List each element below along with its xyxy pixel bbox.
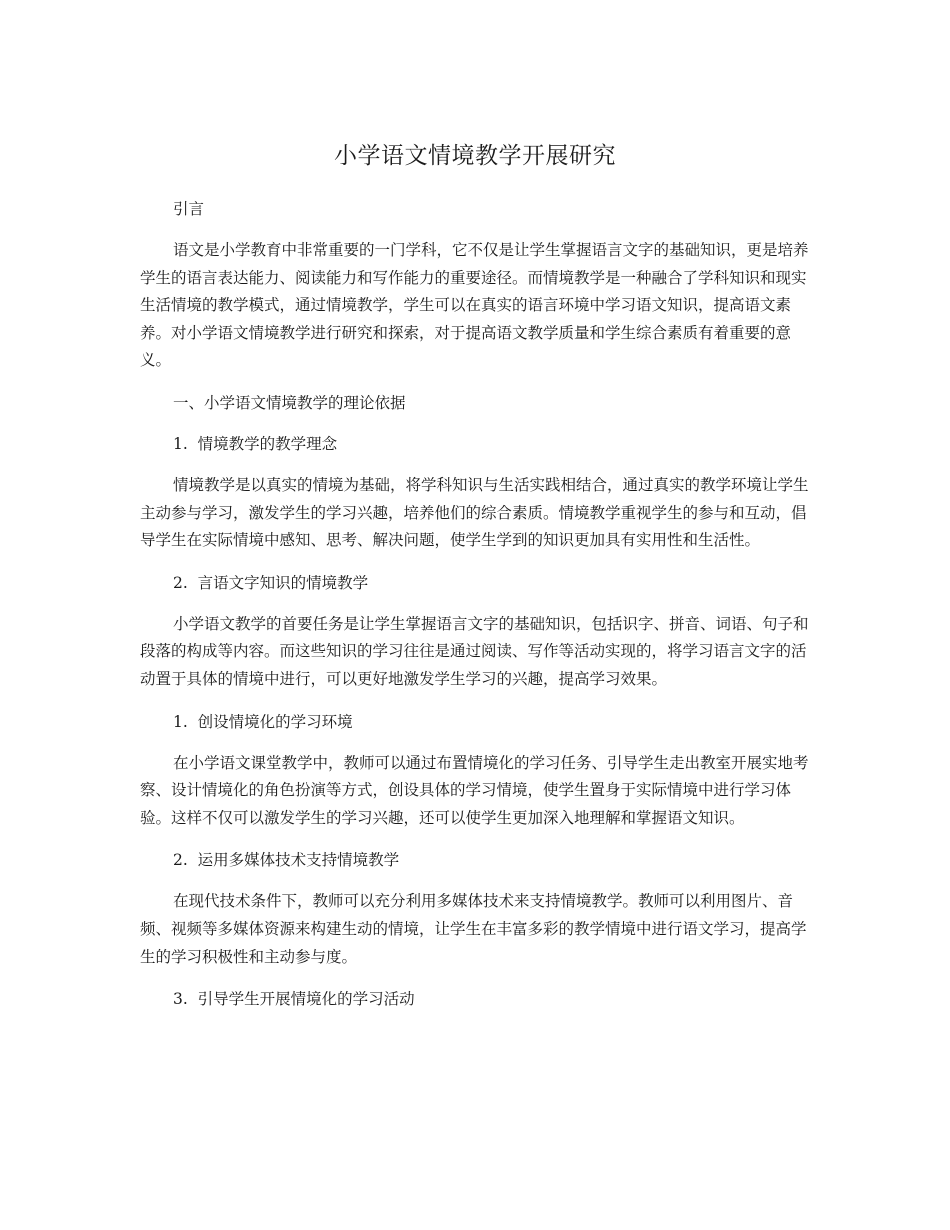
section-heading-intro: 引言 [173,200,205,218]
paragraph-language-knowledge: 小学语文教学的首要任务是让学生掌握语言文字的基础知识，包括识字、拼音、词语、句子和段落的构成等内容。而这些知识的学习往往是通过阅读、写作等活动实现的，将学习语言文字的活动置于具体的情境中进行，可以更好地激发学生学习的兴趣，提高学习效果。 [140,614,809,688]
subheading-language-knowledge: 2. 言语文字知识的情境教学 [173,573,369,592]
paragraph-multimedia: 在现代技术条件下，教师可以充分利用多媒体技术来支持情境教学。教师可以利用图片、音频、视频等多媒体资源来构建生动的情境，让学生在丰富多彩的教学情境中进行语文学习，提高学生的学习积极性和主动参与度。 [140,892,807,966]
subheading-concept: 1. 情境教学的教学理念 [173,434,338,453]
document-title: 小学语文情境教学开展研究 [334,143,616,169]
section-heading-theory: 一、小学语文情境教学的理论依据 [173,393,406,412]
subheading-learning-activities: 3. 引导学生开展情境化的学习活动 [173,990,415,1009]
paragraph-learning-environment: 在小学语文课堂教学中，教师可以通过布置情境化的学习任务、引导学生走出教室开展实地考察、设计情境化的角色扮演等方式，创设具体的学习情境，使学生置身于实际情境中进行学习体验。这样不仅可以激发学生的学习兴趣，还可以使学生更加深入地理解和掌握语文知识。 [140,753,809,827]
paragraph-concept: 情境教学是以真实的情境为基础，将学科知识与生活实践相结合，通过真实的教学环境让学生主动参与学习，激发学生的学习兴趣，培养他们的综合素质。情境教学重视学生的参与和互动，倡导学生在实际情境中感知、思考、解决问题，使学生学到的知识更加具有实用性和生活性。 [140,475,809,550]
subheading-multimedia: 2. 运用多媒体技术支持情境教学 [173,851,400,870]
document-page [140,140,810,1027]
paragraph-intro: 语文是小学教育中非常重要的一门学科，它不仅是让学生掌握语言文字的基础知识，更是培养学生的语言表达能力、阅读能力和写作能力的重要途径。而情境教学是一种融合了学科知识和现实生活情境的教学模式，通过情境教学，学生可以在真实的语言环境中学习语文知识，提高语文素养。对小学语文情境教学进行研究和探索，对于提高语文教学质量和学生综合素质有着重要的意义。 [140,241,809,370]
subheading-learning-environment: 1. 创设情境化的学习环境 [173,712,353,731]
